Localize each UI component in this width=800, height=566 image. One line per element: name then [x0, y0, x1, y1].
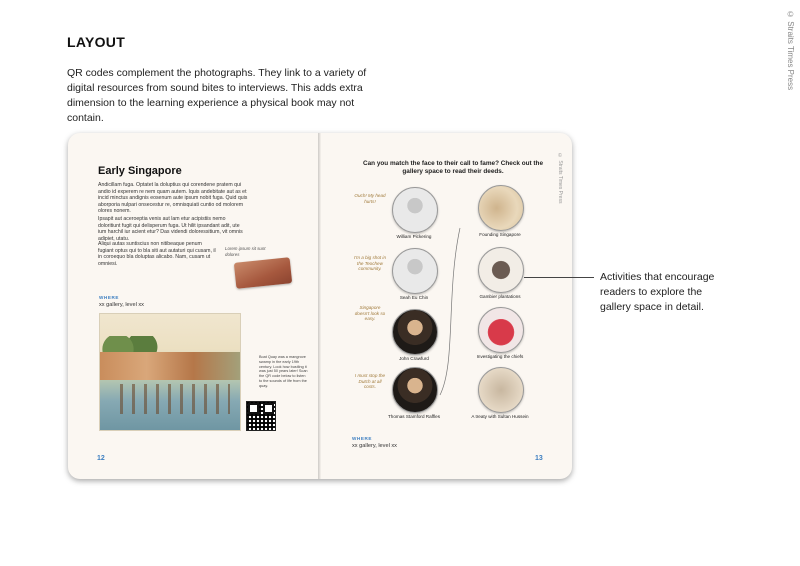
- face-quote: I'm a big shot in the Teochew community.: [353, 255, 387, 272]
- item-gambier-plantations: [478, 247, 524, 293]
- left-paragraph-3: Aliqui autas suntiscius non nitibeaque penum fugiant optus qui to bla siti aut autaturi qui cusam, il in coroequo bla doluptas alicabo. Nam, cusam ut omniesi.: [98, 241, 216, 267]
- item-caption: A treaty with Sultan Hussein: [471, 414, 529, 419]
- callout-text: Activities that encourage readers to explore the gallery space in detail.: [600, 271, 715, 313]
- face-quote: I must stop the Dutch at all costs.: [354, 373, 386, 390]
- page-heading: LAYOUT: [67, 34, 126, 50]
- left-paragraph-1: Andicillam fuga. Optatet la doluptius qui corendene pratem qui andio id experem re nem quam autem. Iquis andebitate aut as et incid minctus andignis eosenum aute ipsum nobit fuga. Quid quis aborporia nulpari onsecestur re, omnisquiati cuntio od molorem olores nonem.: [98, 182, 248, 215]
- copyright-credit: © Straits Times Press: [786, 10, 795, 91]
- face-caption: William Pickering: [396, 234, 432, 239]
- page-number-left: 12: [97, 455, 105, 462]
- book-spread: [68, 133, 572, 479]
- item-caption: Investigating the chiefs: [476, 354, 524, 359]
- boat-quay-caption: Boat Quay was a mangrove swamp in the early 19th century. Look how bustling it was just 50 years later! Scan the QR code below to listen to the sounds of life from the quay.: [259, 355, 308, 388]
- item-caption: Founding Singapore: [479, 232, 521, 237]
- left-paragraph-2: Ipsapit aut aceroeptia venis aut lam etur acipistiis nemo doloritiunt fugit qui delisperum fuga. Ut hilit ipsandant adit, ute ium harchil iur acient etur? Das videndi doloressitium, vit omnis adipiet, utatu.: [98, 216, 243, 242]
- item-caption: Gambier plantations: [479, 294, 521, 299]
- portrait-thomas-stamford-raffles: [392, 367, 438, 413]
- face-caption: Seah Eu Chin: [399, 295, 429, 300]
- item-founding-singapore: [478, 185, 524, 231]
- right-page-heading: Can you match the face to their call to fame? Check out the gallery space to read their deeds.: [362, 160, 544, 175]
- intro-text: QR codes complement the photographs. They link to a variety of digital resources from sound bites to interviews. This adds extra dimension to the learning experience a physical book may not contain.: [67, 67, 367, 124]
- portrait-william-pickering: [392, 187, 438, 233]
- face-caption: Thomas Stamford Raffles: [388, 414, 440, 419]
- where-value-right: xx gallery, level xx: [352, 443, 397, 449]
- page-number-right: 13: [535, 455, 543, 462]
- face-quote: Singapore doesn't look so easy.: [354, 305, 386, 322]
- portrait-seah-eu-chin: [392, 248, 438, 294]
- where-label-right: WHERE: [352, 436, 373, 441]
- face-quote: Ouch! My head hurts!: [354, 193, 386, 204]
- item-investigating-chiefs: [478, 307, 524, 353]
- brick-annotation: Lorem ipsum sit sunt dolores: [225, 246, 266, 257]
- item-treaty-sultan-hussein: [478, 367, 524, 413]
- right-page-credit: © Straits Times Press: [557, 153, 563, 204]
- callout-leader-line: [524, 277, 594, 278]
- where-value-left: xx gallery, level xx: [99, 302, 144, 308]
- left-page-title: Early Singapore: [98, 165, 182, 177]
- where-label-left: WHERE: [99, 295, 120, 300]
- portrait-john-crawfurd: [392, 309, 438, 355]
- face-caption: John Crawfurd: [399, 356, 429, 361]
